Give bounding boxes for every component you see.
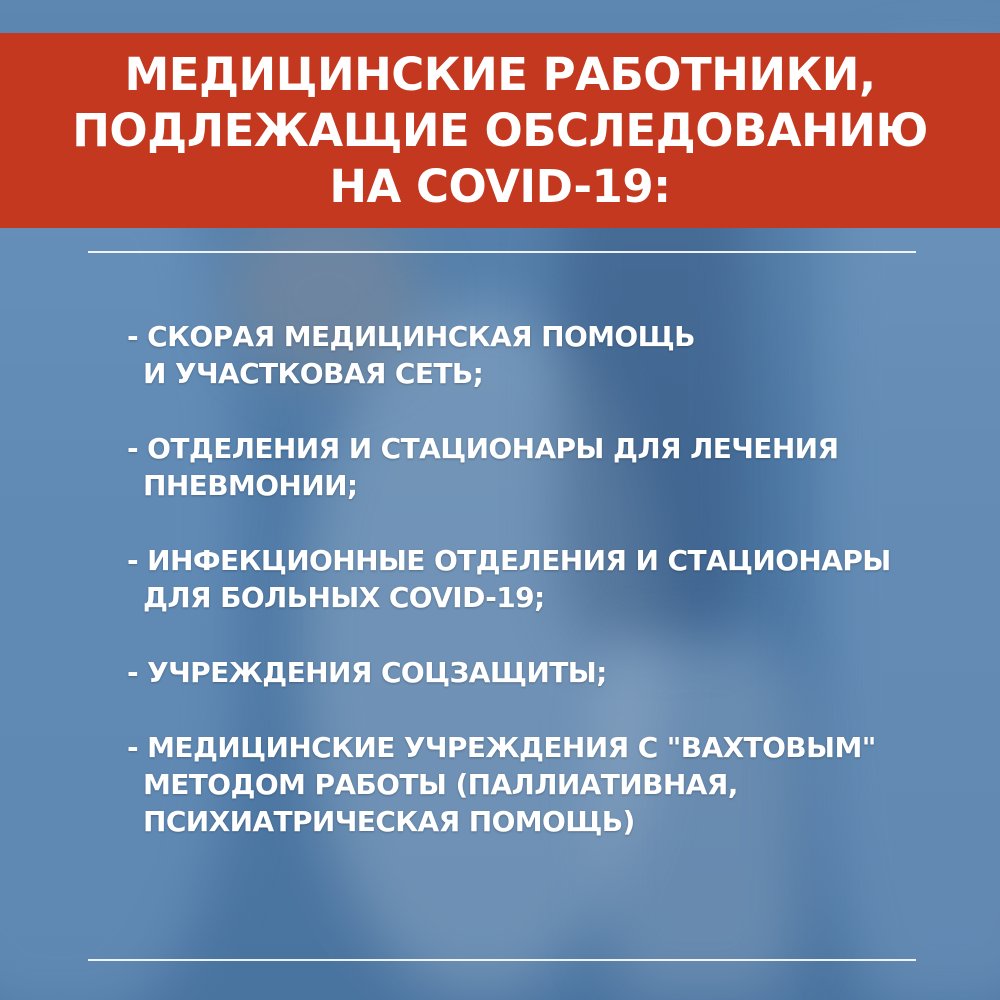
list-item-line: И УЧАСТКОВАЯ СЕТЬ; xyxy=(143,357,484,390)
title-line: МЕДИЦИНСКИЕ РАБОТНИКИ, xyxy=(124,47,876,101)
list-item-line: ПНЕВМОНИИ; xyxy=(143,469,358,502)
list-item-line: - ОТДЕЛЕНИЯ И СТАЦИОНАРЫ ДЛЯ ЛЕЧЕНИЯ xyxy=(127,432,839,465)
list-item xyxy=(127,729,947,840)
list-item xyxy=(127,542,947,616)
list-item xyxy=(127,318,947,392)
bottom-divider xyxy=(88,959,916,961)
list-item xyxy=(127,430,947,504)
list-item-line: ДЛЯ БОЛЬНЫХ COVID-19; xyxy=(143,581,545,614)
list-item-line: - СКОРАЯ МЕДИЦИНСКАЯ ПОМОЩЬ xyxy=(127,320,695,353)
list-item-line: - ИНФЕКЦИОННЫЕ ОТДЕЛЕНИЯ И СТАЦИОНАРЫ xyxy=(127,544,891,577)
title-banner xyxy=(0,33,1000,228)
title-line: НА COVID-19: xyxy=(329,159,671,213)
worker-categories-list xyxy=(127,318,947,878)
list-item-line: - МЕДИЦИНСКИЕ УЧРЕЖДЕНИЯ С "ВАХТОВЫМ" xyxy=(127,731,876,764)
title-line: ПОДЛЕЖАЩИЕ ОБСЛЕДОВАНИЮ xyxy=(72,103,928,157)
list-item xyxy=(127,654,947,691)
list-item-line: МЕТОДОМ РАБОТЫ (ПАЛЛИАТИВНАЯ, xyxy=(143,768,738,801)
list-item-line: ПСИХИАТРИЧЕСКАЯ ПОМОЩЬ) xyxy=(143,805,635,838)
top-divider xyxy=(88,251,916,253)
list-item-line: - УЧРЕЖДЕНИЯ СОЦЗАЩИТЫ; xyxy=(127,656,607,689)
